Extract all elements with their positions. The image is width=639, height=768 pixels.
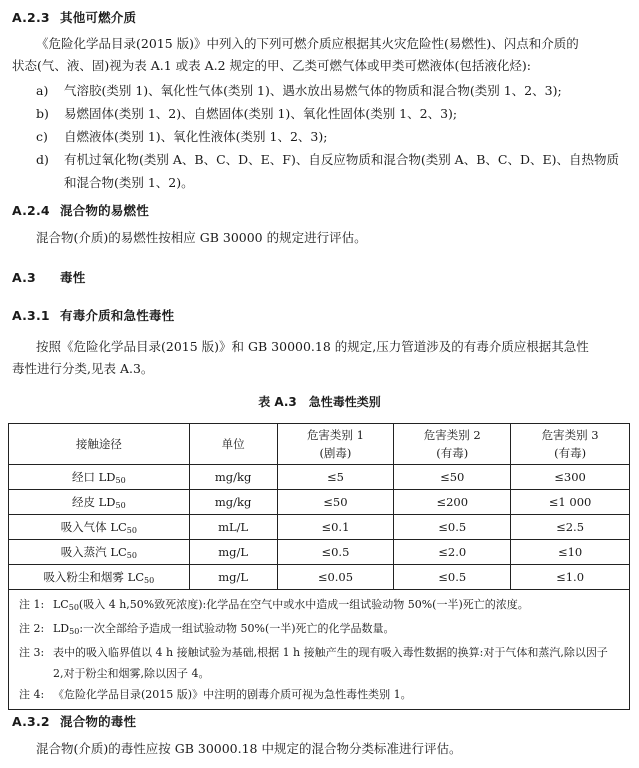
section-heading-a3: A.3 毒性 <box>12 270 86 285</box>
table-header-row <box>9 424 630 465</box>
cell-cat2: ≤50 <box>394 465 511 490</box>
cell-cat3: ≤300 <box>511 465 630 490</box>
cell-route: 吸入气体 $LC_{50}$ <box>9 515 190 540</box>
table-caption: 表 A.3 急性毒性类别 <box>258 395 381 409</box>
cell-cat1: ≤0.05 <box>277 565 394 590</box>
table-notes <box>9 590 630 710</box>
table-note: 注 3: 表中的吸入临界值以 4 h 接触试验为基础,根据 1 h 接触产生的现有吸入毒性数据的换算:对于气体和蒸汽,除以因子 2,对于粉尘和烟雾,除以因子 4。 <box>19 646 608 680</box>
list-item: a) 气溶胶(类别 1)、氧化性气体(类别 1)、遇水放出易燃气体的物质和混合物(类别 1、2、3); <box>36 83 562 98</box>
cell-cat2: ≤200 <box>394 490 511 515</box>
section-heading-a224: A.2.4 混合物的易燃性 <box>12 203 149 218</box>
table-row <box>9 515 630 540</box>
cell-route: 吸入蒸汽 $LC_{50}$ <box>9 540 190 565</box>
acute-toxicity-table <box>8 423 630 710</box>
cell-unit: mg/kg <box>189 465 277 490</box>
cell-cat2: ≤0.5 <box>394 565 511 590</box>
a224-text: 混合物(介质)的易燃性按相应 GB 30000 的规定进行评估。 <box>36 230 367 245</box>
cell-cat3: ≤1 000 <box>511 490 630 515</box>
a223-intro: 《危险化学品目录(2015 版)》中列入的下列可燃介质应根据其火灾危险性(易燃性)、闪点和介质的 状态(气、液、固)视为表 A.1 或表 A.2 规定的甲、乙类可燃气体或甲类可燃液体(包括液化烃): <box>12 36 579 73</box>
table-notes-row <box>9 590 630 710</box>
header-route: 接触途径 <box>9 424 190 465</box>
cell-cat2: ≤0.5 <box>394 515 511 540</box>
cell-cat3: ≤10 <box>511 540 630 565</box>
cell-cat1: ≤0.1 <box>277 515 394 540</box>
table-note: 注 1: $LC_{50}$(吸入 4 h,50%致死浓度):化学品在空气中或水中造成一组试验动物 50%(一半)死亡的浓度。 <box>19 598 529 612</box>
table-row <box>9 490 630 515</box>
list-item: c) 自燃液体(类别 1)、氧化性液体(类别 1、2、3); <box>36 129 328 144</box>
section-heading-a31: A.3.1 有毒介质和急性毒性 <box>12 308 175 323</box>
table-row <box>9 565 630 590</box>
table-row <box>9 465 630 490</box>
section-heading-a32: A.3.2 混合物的毒性 <box>12 714 137 729</box>
list-item: d) 有机过氧化物(类别 A、B、C、D、E、F)、自反应物质和混合物(类别 A、B、C、D、E)、自热物质和混合物(类别 1、2)。 <box>36 152 619 190</box>
table-note: 注 4: 《危险化学品目录(2015 版)》中注明的剧毒介质可视为急性毒性类别 1。 <box>19 688 412 701</box>
cell-unit: mg/L <box>189 540 277 565</box>
cell-route: 吸入粉尘和烟雾 $LC_{50}$ <box>9 565 190 590</box>
cell-unit: mg/kg <box>189 490 277 515</box>
cell-cat3: ≤1.0 <box>511 565 630 590</box>
header-cat2: 危害类别 2 (有毒) <box>394 424 511 465</box>
header-cat3: 危害类别 3 (有毒) <box>511 424 630 465</box>
list-item: b) 易燃固体(类别 1、2)、自燃固体(类别 1)、氧化性固体(类别 1、2、3); <box>36 106 458 121</box>
table-row <box>9 540 630 565</box>
a31-text: 按照《危险化学品目录(2015 版)》和 GB 30000.18 的规定,压力管道涉及的有毒介质应根据其急性 毒性进行分类,见表 A.3。 <box>12 339 589 376</box>
cell-route: 经口 $LD_{50}$ <box>9 465 190 490</box>
cell-cat1: ≤5 <box>277 465 394 490</box>
cell-cat1: ≤0.5 <box>277 540 394 565</box>
table-note: 注 2: $LD_{50}$:一次全部给予造成一组试验动物 50%(一半)死亡的化学品数量。 <box>19 622 395 636</box>
cell-cat3: ≤2.5 <box>511 515 630 540</box>
cell-route: 经皮 $LD_{50}$ <box>9 490 190 515</box>
cell-cat1: ≤50 <box>277 490 394 515</box>
cell-cat2: ≤2.0 <box>394 540 511 565</box>
a32-text: 混合物(介质)的毒性应按 GB 30000.18 中规定的混合物分类标准进行评估。 <box>36 741 462 756</box>
cell-unit: mg/L <box>189 565 277 590</box>
cell-unit: mL/L <box>189 515 277 540</box>
header-cat1: 危害类别 1 (剧毒) <box>277 424 394 465</box>
header-unit: 单位 <box>189 424 277 465</box>
section-heading-a223: A.2.3 其他可燃介质 <box>12 10 137 25</box>
